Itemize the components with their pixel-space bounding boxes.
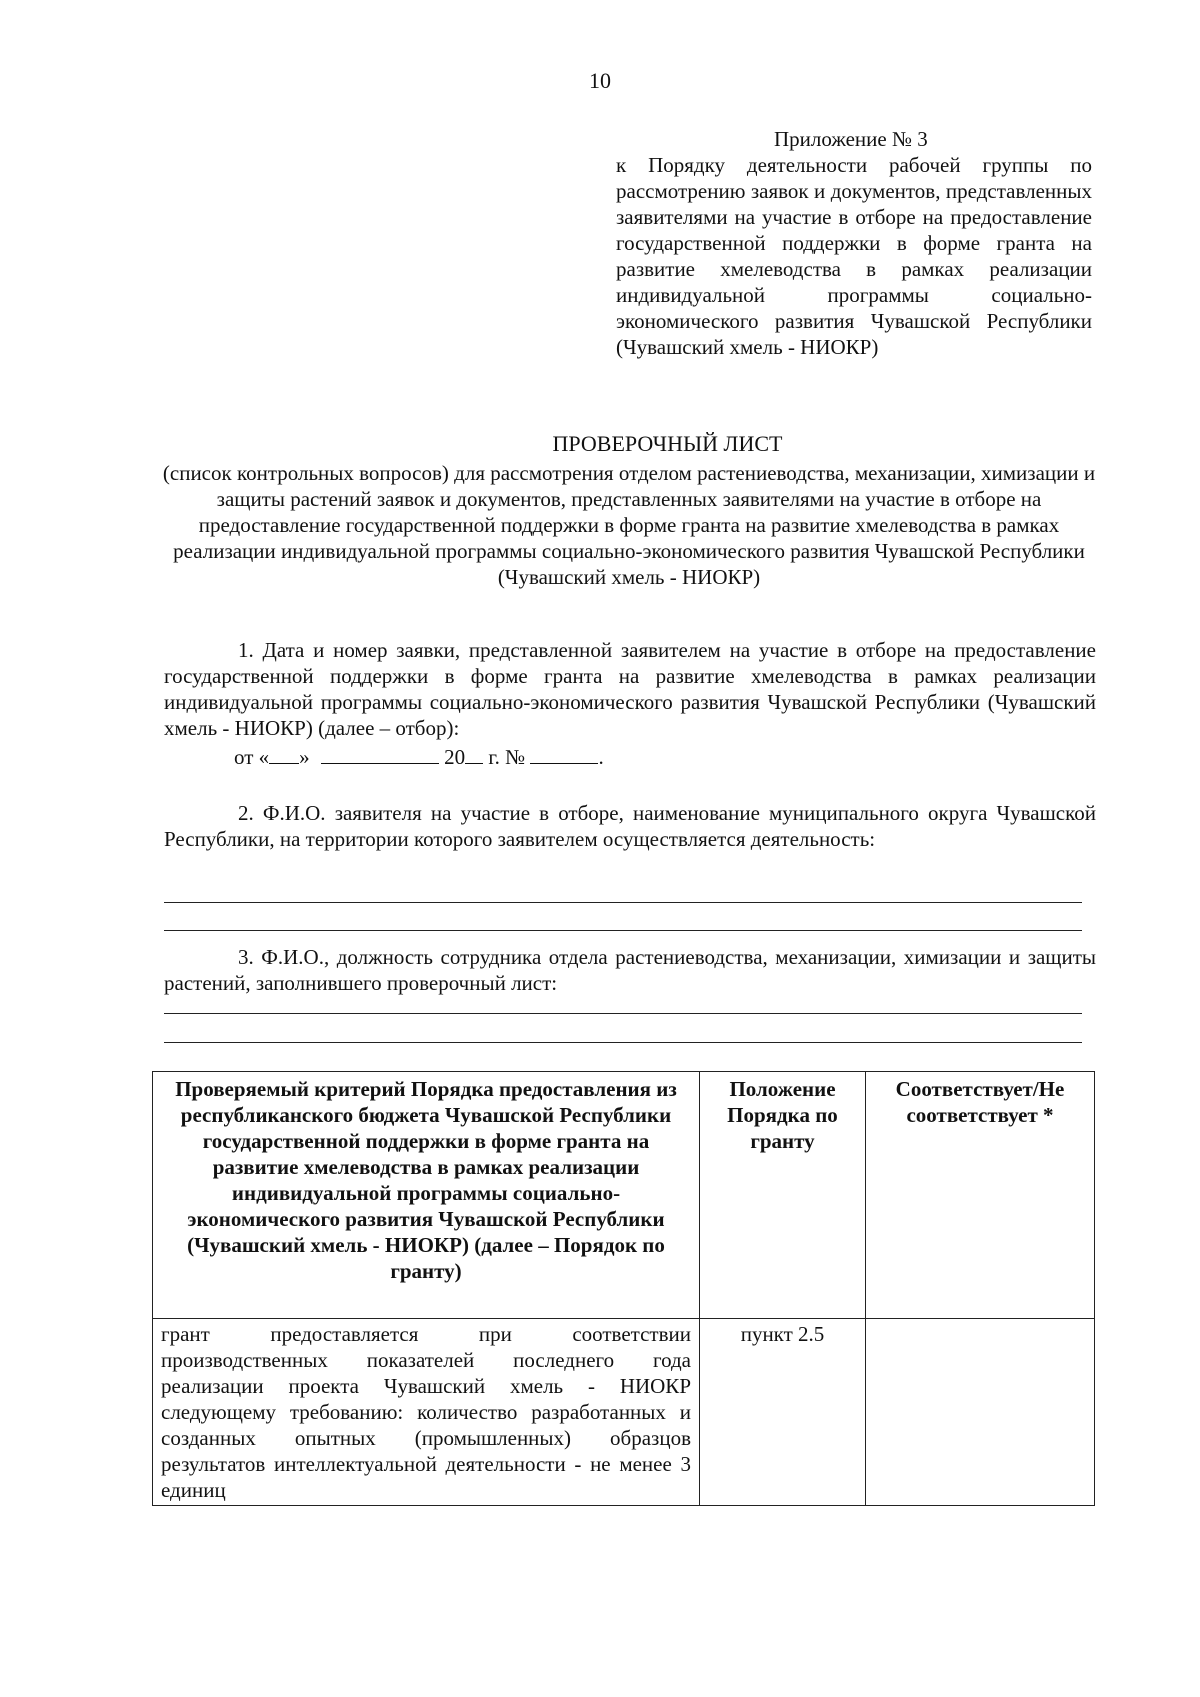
application-number-field[interactable] bbox=[530, 745, 598, 764]
header-criterion: Проверяемый критерий Порядка предоставления из республиканского бюджета Чувашской Республики государственной поддержки в форме гранта на развитие хмелеводства в рамках реализации индивидуальной программы социально-экономического развития Чувашской Республики (Чувашский хмель - НИОКР) (далее – Порядок по гранту) bbox=[153, 1072, 700, 1319]
year-field[interactable] bbox=[465, 745, 483, 764]
item-2-fill-line-2[interactable] bbox=[164, 930, 1082, 931]
date-end: . bbox=[598, 745, 604, 769]
document-subtitle: (список контрольных вопросов) для рассмотрения отделом растениеводства, механизации, химизации и защиты растений заявок и документов, представленных заявителями на участие в отборе на предоставление государственной поддержки в форме гранта на развитие хмелеводства в рамках реализации индивидуальной программы социально-экономического развития Чувашской Республики (Чувашский хмель - НИОКР) bbox=[162, 461, 1096, 589]
item-3-fill-line-2[interactable] bbox=[164, 1042, 1082, 1043]
item-2-fill-line-1[interactable] bbox=[164, 902, 1082, 903]
item-1-text: 1. Дата и номер заявки, представленной заявителем на участие в отборе на предоставление государственной поддержки в форме гранта на развитие хмелеводства в рамках реализации индивидуальной программы социально-экономического развития Чувашской Республики (Чувашский хмель - НИОКР) (далее – отбор): bbox=[164, 638, 1096, 740]
day-field[interactable] bbox=[269, 745, 299, 764]
month-field[interactable] bbox=[321, 745, 439, 764]
table-row bbox=[153, 1319, 1095, 1506]
item-2-text: 2. Ф.И.О. заявителя на участие в отборе, наименование муниципального округа Чувашской Республики, на территории которого заявителем осуществляется деятельность: bbox=[164, 801, 1096, 851]
table-header-row bbox=[153, 1072, 1095, 1319]
item-3-fill-line-1[interactable] bbox=[164, 1013, 1082, 1014]
year-prefix: 20 bbox=[444, 745, 466, 769]
appendix-block bbox=[616, 126, 1092, 360]
row-criterion: грант предоставляется при соответствии производственных показателей последнего года реализации проекта Чувашский хмель - НИОКР следующему требованию: количество разработанных и созданных опытных (промышленных) образцов результатов интеллектуальной деятельности - не менее 3 единиц bbox=[153, 1319, 700, 1506]
document-title: ПРОВЕРОЧНЫЙ ЛИСТ bbox=[552, 431, 783, 456]
item-2 bbox=[164, 800, 1096, 852]
item-3 bbox=[164, 944, 1096, 996]
item-3-text: 3. Ф.И.О., должность сотрудника отдела растениеводства, механизации, химизации и защиты растений, заполнившего проверочный лист: bbox=[164, 945, 1096, 995]
page-number: 10 bbox=[589, 68, 611, 93]
number-prefix: г. № bbox=[488, 745, 526, 769]
date-number-line bbox=[234, 744, 604, 770]
criteria-table bbox=[152, 1071, 1095, 1506]
appendix-text: к Порядку деятельности рабочей группы по рассмотрению заявок и документов, представленных заявителями на участие в отборе на предоставление государственной поддержки в форме гранта на развитие хмелеводства в рамках реализации индивидуальной программы социально-экономического развития Чувашской Республики (Чувашский хмель - НИОКР) bbox=[616, 153, 1092, 359]
row-reference: пункт 2.5 bbox=[700, 1319, 866, 1506]
header-compliance: Соответствует/Не соответствует * bbox=[866, 1072, 1095, 1319]
date-prefix: от « bbox=[234, 745, 270, 769]
header-reference: Положение Порядка по гранту bbox=[700, 1072, 866, 1319]
date-close: » bbox=[299, 745, 310, 769]
appendix-title: Приложение № 3 bbox=[774, 127, 928, 151]
item-1 bbox=[164, 637, 1096, 741]
row-compliance-field[interactable] bbox=[866, 1319, 1095, 1506]
